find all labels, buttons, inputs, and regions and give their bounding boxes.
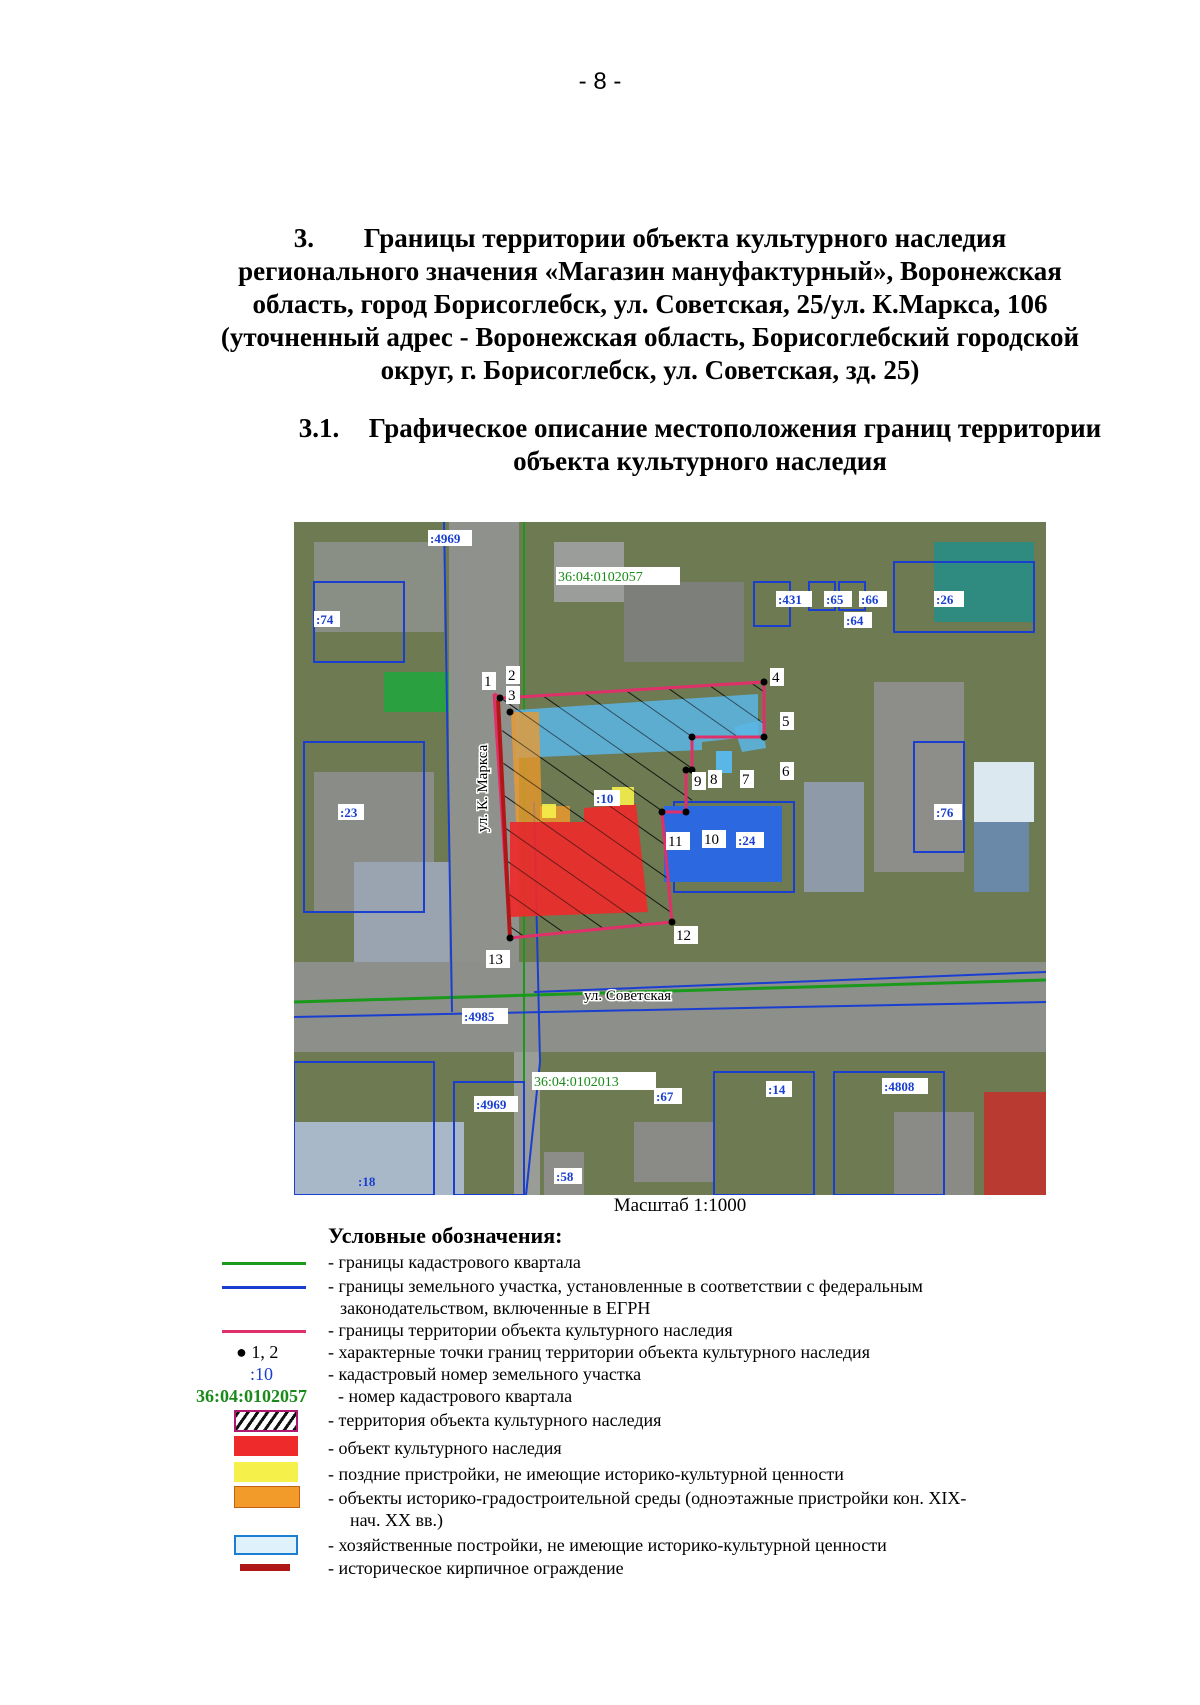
legend-text: - поздние пристройки, не имеющие историко-культурной ценности — [328, 1464, 844, 1484]
section-3-line-5: округ, г. Борисоглебск, ул. Советская, зд. 25) — [380, 355, 920, 385]
parcel-label: :10 — [596, 791, 614, 806]
legend-item-points — [0, 1342, 1200, 1366]
parcel-label: :67 — [656, 1089, 674, 1104]
legend-item-parcel-number — [0, 1364, 1200, 1388]
legend-text: - территория объекта культурного наследия — [328, 1410, 662, 1430]
parcel-label: :4969 — [476, 1097, 507, 1112]
hatched-box-symbol — [234, 1410, 298, 1432]
legend-text: - номер кадастрового квартала — [338, 1386, 573, 1406]
point-label: 9 — [694, 774, 702, 790]
legend-item-historic-environment — [0, 1486, 1200, 1530]
parcel-label: :23 — [340, 805, 358, 820]
point-label: 11 — [668, 834, 683, 850]
legend-text: - объекты историко-градостроительной среды (одноэтажные пристройки кон. XIX- — [328, 1488, 967, 1508]
legend-item-brick-fence — [0, 1558, 1200, 1582]
point-label: 7 — [742, 772, 750, 788]
legend-text: - характерные точки границ территории объекта культурного наследия — [328, 1342, 870, 1362]
street-label-marksa: ул. К. Маркса — [475, 744, 491, 832]
point-label: 6 — [782, 764, 790, 780]
parcel-label: :4808 — [884, 1079, 915, 1094]
legend-text: нач. XX вв.) — [350, 1510, 443, 1530]
parcel-label: :18 — [358, 1174, 376, 1189]
point-label: 10 — [704, 832, 719, 848]
street-label-sovetskaya: ул. Советская — [584, 988, 671, 1004]
point-label: 3 — [508, 688, 516, 704]
yellow-box-symbol — [234, 1462, 298, 1482]
section-3-number: 3. — [293, 223, 315, 253]
point-label: 4 — [772, 670, 780, 686]
parcel-label: :4969 — [430, 531, 461, 546]
point-label: 2 — [508, 668, 516, 684]
red-box-symbol — [234, 1436, 298, 1456]
parcel-number-symbol: :10 — [250, 1364, 274, 1384]
legend-title: Условные обозначения: — [328, 1223, 563, 1248]
parcel-label: :76 — [936, 805, 954, 820]
legend-text: законодательством, включенные в ЕГРН — [340, 1298, 651, 1318]
section-3-line-1: Границы территории объекта культурного наследия — [363, 223, 1007, 253]
legend-text: - границы кадастрового квартала — [328, 1252, 581, 1272]
parcel-label: :24 — [738, 833, 756, 848]
parcel-label: :26 — [936, 592, 954, 607]
section-3-line-3: область, город Борисоглебск, ул. Советская, 25/ул. К.Маркса, 106 — [252, 289, 1048, 319]
legend-text: - кадастровый номер земельного участка — [328, 1364, 642, 1384]
legend-item-heritage-object — [0, 1436, 1200, 1460]
legend-text: - объект культурного наследия — [328, 1438, 562, 1458]
section-3-1-heading — [260, 412, 1140, 478]
parcel-label: :74 — [316, 612, 334, 627]
light-blue-box-symbol — [234, 1535, 298, 1555]
legend-item-late-additions — [0, 1462, 1200, 1486]
legend-item-utility — [0, 1535, 1200, 1559]
legend-text: - границы земельного участка, установленные в соответствии с федеральным — [328, 1276, 923, 1296]
parcel-label: :14 — [768, 1082, 786, 1097]
legend-item-quarter-number — [0, 1386, 1200, 1410]
point-symbol: ● 1, 2 — [236, 1342, 279, 1362]
orange-box-symbol — [234, 1486, 300, 1508]
parcel-label: :431 — [778, 592, 802, 607]
point-label: 5 — [782, 714, 790, 730]
parcel-label: :4985 — [464, 1009, 495, 1024]
point-label: 12 — [676, 928, 691, 944]
green-line-symbol — [222, 1262, 306, 1265]
parcel-label: :64 — [846, 613, 864, 628]
parcel-label: :66 — [861, 592, 879, 607]
section-3-1-line-1: Графическое описание местоположения границ территории — [368, 413, 1102, 443]
quarter-label-south: 36:04:0102013 — [534, 1075, 619, 1090]
legend-item-heritage-boundary — [0, 1320, 1200, 1344]
page-number: - 8 - — [578, 68, 622, 95]
legend-item-territory — [0, 1410, 1200, 1434]
legend-text: - границы территории объекта культурного наследия — [328, 1320, 733, 1340]
quarter-label-north: 36:04:0102057 — [558, 570, 643, 585]
blue-line-symbol — [222, 1286, 306, 1289]
map-scale: Масштаб 1:1000 — [613, 1195, 747, 1216]
section-3-1-number: 3.1. — [298, 413, 340, 443]
dark-red-line-symbol — [240, 1564, 290, 1571]
cadastral-map — [294, 522, 1046, 1195]
parcel-label: :58 — [556, 1169, 574, 1184]
section-3-1-line-2: объекта культурного наследия — [513, 446, 887, 476]
quarter-number-symbol: 36:04:0102057 — [196, 1386, 307, 1406]
point-label: 8 — [710, 772, 718, 788]
section-3-heading — [200, 222, 1100, 387]
section-3-line-2: регионального значения «Магазин мануфактурный», Воронежская — [238, 256, 1062, 286]
section-3-line-4: (уточненный адрес - Воронежская область, Борисоглебский городской — [220, 322, 1080, 352]
legend-item-parcel-boundary — [0, 1276, 1200, 1318]
point-label: 1 — [484, 674, 492, 690]
legend-item-quarter-boundary — [0, 1252, 1200, 1276]
legend-text: - хозяйственные постройки, не имеющие историко-культурной ценности — [328, 1535, 887, 1555]
point-label: 13 — [488, 952, 503, 968]
parcel-label: :65 — [826, 592, 844, 607]
pink-line-symbol — [222, 1330, 306, 1333]
legend-text: - историческое кирпичное ограждение — [328, 1558, 624, 1578]
